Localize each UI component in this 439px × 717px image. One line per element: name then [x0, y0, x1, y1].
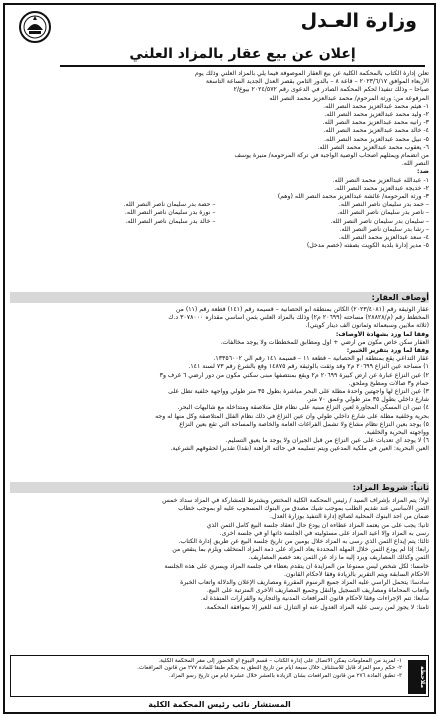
defendant-item: ٥- مدير إدارة بلدية الكويت بصفته (خصم مدخل)	[306, 242, 429, 250]
condition-line: ثانياً: يجب على من يعتمد المزاد عطاءه أن يودع حال انعقاد جلسة البيع كامل الثمن الذي	[206, 521, 429, 529]
notes-box	[10, 655, 429, 697]
intro-line: تعلن إدارة الكتاب بالمحكمة الكلية عن بيع العقار الموصوفة فيما يلي بالمزاد العلني وذلك يوم	[194, 70, 429, 77]
expert-line: ٢) عين النزاع عبارة عن أرض كبيرة ٢٠٦٩٩ م٢ ويقع بمنتصفها مبنى سكني مكون من دور أرضي ٦ غرف و٣	[159, 371, 429, 379]
defendants-label: ضد:	[416, 168, 429, 176]
heir-item: ١- هيثم محمد عبدالعزيز محمد النصر الله.	[323, 102, 429, 110]
condition-line: رابعاً: إذا لم يودع الثمن خلال المهلة المحددة يعاد المزاد على ذمة المزاد المتخلف ويلزم بما ينقص من	[172, 546, 429, 554]
expert-line: عقار التداعي يقع بمنطقة أبو الحصانية – قطعة ١١ – قسيمة ١٤١ رقم آلي ١٣٣٥٦٠٠٢.	[213, 355, 429, 363]
condition-line: سابعاً: تتم الإجراءات وفقاً لأحكام قانون المرافعات المدنية والتجارية والقرارات المنفذة له.	[200, 595, 429, 603]
heir-item: ٦- يعقوب محمد عبدالعزيز محمد النصر الله.	[317, 143, 429, 151]
defendant-subitem: – حصة بدر سليمان ناصر النصر الله.	[123, 201, 216, 209]
section-bar	[10, 292, 429, 303]
condition-line: الثمن وكذلك المصاريف ويرد إليه ما زاد عن الثمن بعد خصم المصاريف.	[248, 554, 429, 562]
defendant-item: ٤- سعد عبدالعزيز محمد النصر الله.	[338, 234, 429, 242]
defendant-item: ١- عبدالله عبدالعزيز محمد النصر الله.	[332, 176, 429, 184]
defendant-subitem: – نورة بدر سليمان ناصر النصر الله.	[124, 209, 216, 217]
heir-item: ٢- وليد محمد عبدالعزيز محمد النصر الله.	[324, 111, 429, 119]
notes-tag: ملاحظة	[408, 660, 426, 694]
auction-conditions	[10, 497, 429, 612]
expert-line: ٥) يوجد بعين النزاع نظام مشاع ولا تشمل الفراغات العامة والخاصة والمساحة التي تقع بعين النزاع	[179, 420, 429, 428]
emblem-icon	[18, 10, 52, 44]
condition-line: رسى به المزاد وإلا أعيد المزاد على مسئوليته في الجلسة ذاتها أو في جلسة أخرى.	[219, 529, 429, 537]
defendant-subitem	[10, 226, 216, 234]
heir-item: ٤- خالد محمد عبدالعزيز محمد النصر الله.	[323, 127, 429, 135]
expert-line: ٣) عين النزاع لها واجهتين واحدة مطلة على البحر مباشرة بطول ٣٥ متر طولي وواجهة خلفية تطل على	[168, 388, 429, 396]
defendant-subitem: – حمد بدر سليمان ناصر النصر الله.	[338, 201, 429, 209]
heir-item: ٣- رانيه محمد عبدالعزيز محمد النصر الله.	[322, 119, 429, 127]
expert-line: العين البحرية: العين في ملكية المدعين ويتم تسليمه في حالته الراهنة (نقداً) تقديراً لحقوقهم الشرعية.	[170, 445, 429, 453]
ministry-name: وزارة العـدل	[300, 10, 417, 32]
expert-line: بحرية وخلفية مطلة على شارع داخلي طولي وأن عين النزاع في ذلك نظام الفلل المتلاصقة وكل منها له وجه	[155, 412, 429, 420]
note-line: ٢- حكم رسو المزاد قابل للاستئناف خلال سبعة أيام من تاريخ النطق به بحكم طبقاً للمادة ٢٧٧ من قانون المرافعات.	[137, 665, 402, 672]
condition-line: الثمن الأساسي عند تقديم الطلب بموجب شيك مصدق من البنوك المسحوب عليه أو بموجب خطاب	[178, 505, 429, 513]
defendant-item: ٢- خديجة عبدالعزيز محمد النصر الله.	[334, 184, 429, 192]
note-line: ٣- تطبق المادة ٢٧٦ من قانون المرافعات بشأن الزيادة بالعشر خلال عشرة أيام من تاريخ رسو المزاد.	[169, 672, 402, 679]
subheading-certificate: وفقاً لما ورد بشهادة الأوصاف:	[335, 330, 429, 338]
expert-line: ٤) تبين أن المسكن المجاورة لعين النزاع مبنية على نظام فلل متلاصقة ومتداخلة مع شاليهات البحر.	[177, 404, 429, 412]
expert-line: شارع داخلي بطول ٣٥ متر طولي وعمق ٧٠ متر.	[306, 396, 429, 404]
heir-item: النصر الله.	[401, 160, 429, 168]
heir-item: من انضمام ويمثلهم أصحاب الوصية الواجبة في تركة المرحومة/ منيرة يوسف	[234, 152, 429, 160]
signature: المستشار نائب رئيس المحكمة الكلية	[148, 700, 291, 709]
defendant-pair-row	[10, 201, 429, 209]
condition-line: سادساً: يتحمل الراسي عليه المزاد جميع الرسوم المقررة ومصاريف الإعلان والدلالة وأتعاب الخبرة	[180, 579, 429, 587]
condition-line: ثامناً: لا يجوز لمن رسى عليه المزاد العدول عنه أو التنازل عنه للغير إلا بموافقة المحكمة.	[204, 603, 429, 611]
defendant-pair-row	[10, 226, 429, 234]
intro-line: صباحاً – وذلك تنفيذاً لحكم المحكمة الصادر في الدعوى رقم ٢٠٢٤/٥٧٢ بيوع/٢	[233, 86, 429, 94]
defendant-item: ٣- ورثة المرحومة/ عائشة عبدالعزيز محمد النصر الله (وهم)	[277, 193, 429, 201]
note-line: ١- لمزيد من المعلومات يمكن الاتصال على إدارة الكتاب – قسم البيوع أو الحضور إلى مقر المحكمة الكلية.	[158, 658, 402, 664]
header	[6, 6, 431, 44]
certificate-line: العقار سكن خاص مكون من أرضي + أول ومطابق للمخططات ولا يوجد مخالفات.	[220, 338, 429, 346]
section-heading-conditions: ثانياً: شروط المزاد:	[352, 483, 429, 492]
expert-line: ١) مساحة عين النزاع ٢٠٦٩٩ م٢ وقد وثقت بالوثيقة رقم ١٤٨٧٥ وقع بالشرع رقم ٧٣ لسنة ١٤١.	[188, 363, 429, 371]
announcement-title: إعلان عن بيع عقار بالمزاد العلني	[60, 46, 425, 67]
defendant-subitem: – سليمان بدر سليمان ناصر النصر الله.	[330, 217, 429, 225]
property-description	[10, 306, 429, 454]
condition-line: خامساً: لكل شخص ليس ممنوعاً من المزايدة أن يتقدم بعطاء في جلسة المزاد ويسري على هذه الجلسة	[164, 562, 429, 570]
intro-line: المرفوعة من: ورثة المرحوم/ محمد عبدالعزيز محمد النصر الله	[269, 94, 429, 102]
condition-line: وأتعاب المحاماة ومصاريف التسجيل والنقل وجميع المصاريف الأخرى المترتبة على البيع.	[206, 587, 429, 595]
property-line: (ثلاثة ملايين وسبعمائة وثمانون ألف دينار كويتي).	[305, 322, 429, 330]
defendant-pair-row	[10, 209, 429, 217]
defendant-pair-row	[10, 218, 429, 226]
defendant-subitem: – خالد بدر سليمان ناصر النصر الله.	[125, 217, 216, 225]
defendant-subitem: – رشا بدر سليمان ناصر النصر الله.	[339, 225, 429, 233]
intro-line: الأربعاء الموافق ٢٠٢٣/٦/١٧ – قاعة ٨ – بالدور الثامن بقصر العدل الجديد الساعة التاسعة	[205, 78, 429, 86]
expert-line: حمام و٣ صالات ومطبخ وملحق.	[348, 379, 429, 387]
property-line: عقار الوثيقة رقم (٢٠٢٣/٤٠٨١) الكائن بمنطقة أبو الحصانية – قسيمة رقم (١٤١) قطعة رقم (١١) من	[175, 306, 429, 313]
defendant-subitem: – ناصر بدر سليمان ناصر النصر الله.	[337, 209, 429, 217]
heir-item: ٥- نبيل محمد عبدالعزيز محمد النصر الله.	[324, 135, 429, 143]
expert-line: ٦) لا يوجد أي تعديات على عين النزاع من قبل الجيران ولا يوجد ما يعيق التسليم.	[225, 437, 429, 445]
subheading-expert: وفقاً لما ورد بتقرير الخبير:	[346, 347, 429, 355]
property-line: المخطط رقم (م/٢٨٨٢٨) مساحته (٢٠٦٩٩ م٢) وذلك بالمزاد العلني بثمن أساسي مقداره ٣٠٧٨٠٠٠ د.ك	[168, 314, 429, 322]
intro-paragraph	[10, 70, 429, 250]
condition-line: أولاً: يتم المزاد بإشراف السيد / رئيس المحكمة الكلية المختص ويشترط للمشاركة في المزاد سداد خمس	[162, 497, 429, 504]
condition-line: الأحكام السابقة ويتم التقرير بالزيادة وفقاً لأحكام القانون.	[283, 570, 429, 578]
condition-line: ثالثاً: يتم إيداع الثمن الذي رسى به المزاد خلال يومين من تاريخ جلسة البيع عن طريق إدارة الكتاب.	[178, 538, 429, 546]
expert-line: وواجهته البحرية والخلفية.	[364, 429, 429, 437]
condition-line: ضمان من أحد البنوك المحلية لصالح إدارة التنفيذ بوزارة العدل.	[270, 513, 429, 521]
section-heading-property: أوصاف العقار:	[371, 293, 429, 302]
